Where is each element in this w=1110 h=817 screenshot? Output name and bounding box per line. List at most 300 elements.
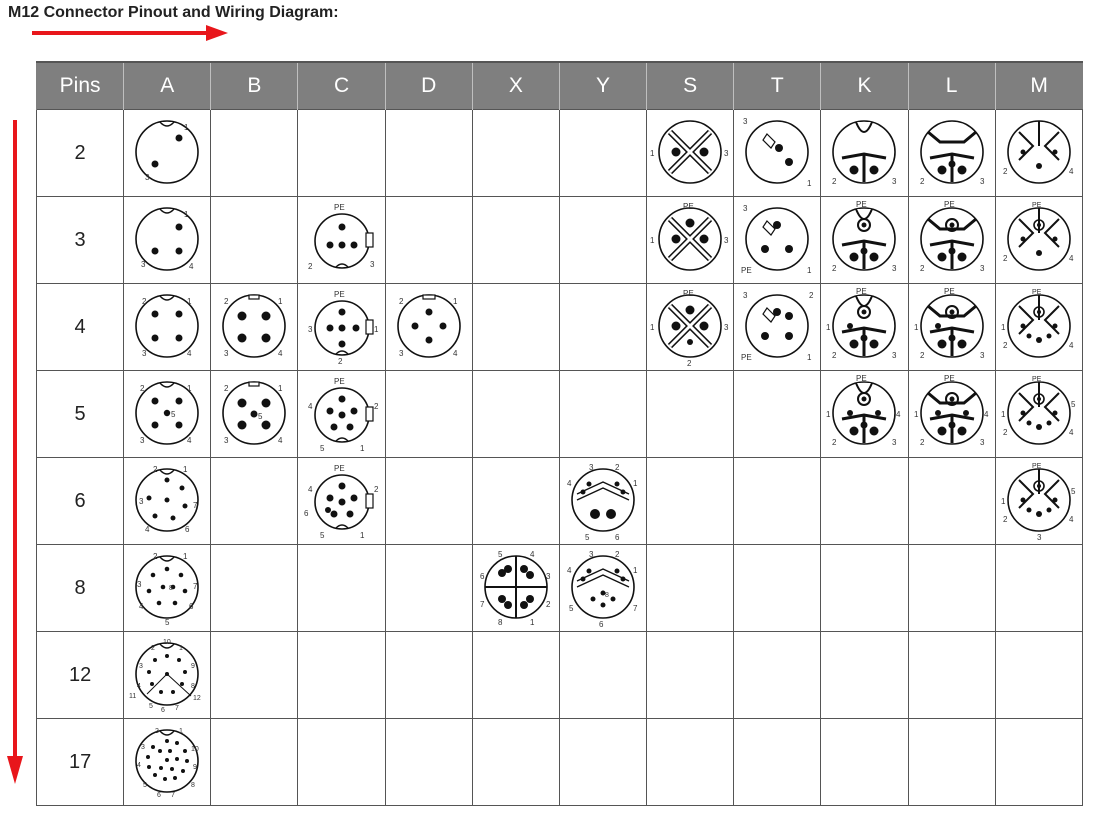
svg-text:PE: PE xyxy=(856,287,868,296)
pin-count-cell: 12 xyxy=(37,632,124,719)
connector-cell xyxy=(124,371,211,458)
svg-text:1: 1 xyxy=(633,479,638,488)
svg-text:5: 5 xyxy=(497,550,503,559)
svg-text:5: 5 xyxy=(1070,400,1076,409)
header-row xyxy=(37,62,1083,110)
svg-text:4: 4 xyxy=(187,349,192,358)
header-m: M xyxy=(995,62,1082,110)
svg-text:PE: PE xyxy=(683,202,694,211)
connector-s-3pin-diagram xyxy=(650,199,730,281)
connector-cell xyxy=(124,719,211,806)
svg-text:3: 3 xyxy=(145,173,150,182)
svg-text:5: 5 xyxy=(585,533,590,542)
connector-cell xyxy=(908,632,995,719)
svg-text:3: 3 xyxy=(545,572,551,581)
svg-text:PE: PE xyxy=(1031,289,1042,296)
svg-text:3: 3 xyxy=(724,323,729,332)
connector-k-2pin-diagram xyxy=(824,112,904,194)
connector-s-2pin-diagram xyxy=(650,112,730,194)
svg-text:4: 4 xyxy=(1068,167,1074,176)
svg-text:PE: PE xyxy=(856,374,868,383)
connector-k-4pin-diagram xyxy=(824,286,904,368)
svg-text:3: 3 xyxy=(224,436,229,445)
svg-text:12: 12 xyxy=(193,695,202,702)
svg-text:1: 1 xyxy=(826,323,831,332)
svg-text:3: 3 xyxy=(589,463,594,472)
connector-cell xyxy=(298,632,385,719)
connector-cell xyxy=(821,284,908,371)
svg-text:2: 2 xyxy=(615,463,620,472)
svg-text:2: 2 xyxy=(373,485,378,494)
connector-cell xyxy=(908,719,995,806)
connector-cell xyxy=(559,719,646,806)
connector-cell xyxy=(298,719,385,806)
header-s: S xyxy=(647,62,734,110)
svg-text:2: 2 xyxy=(337,357,342,366)
connector-a-3pin-diagram xyxy=(127,199,207,281)
connector-a-17pin-diagram xyxy=(127,721,207,803)
svg-text:2: 2 xyxy=(919,177,925,186)
svg-text:5: 5 xyxy=(143,782,148,789)
svg-text:1: 1 xyxy=(913,410,919,419)
connector-cell xyxy=(385,719,472,806)
svg-text:2: 2 xyxy=(151,645,156,652)
svg-text:3: 3 xyxy=(892,177,897,186)
connector-cell xyxy=(559,632,646,719)
svg-text:4: 4 xyxy=(1068,428,1074,437)
svg-text:2: 2 xyxy=(373,402,378,411)
table-row xyxy=(37,545,1083,632)
svg-text:4: 4 xyxy=(137,683,142,690)
connector-cell xyxy=(559,197,646,284)
svg-text:2: 2 xyxy=(224,297,229,306)
connector-cell xyxy=(298,458,385,545)
svg-text:3: 3 xyxy=(369,260,374,269)
connector-cell xyxy=(821,110,908,197)
connector-cell xyxy=(821,545,908,632)
connector-cell xyxy=(124,458,211,545)
connector-cell xyxy=(647,632,734,719)
svg-text:6: 6 xyxy=(157,792,162,799)
connector-cell xyxy=(124,110,211,197)
connector-cell xyxy=(734,110,821,197)
connector-cell xyxy=(385,458,472,545)
connector-cell xyxy=(472,284,559,371)
connector-cell xyxy=(298,197,385,284)
connector-cell xyxy=(995,545,1082,632)
svg-text:2: 2 xyxy=(153,465,158,474)
connector-cell xyxy=(298,545,385,632)
svg-text:6: 6 xyxy=(615,533,620,542)
svg-text:1: 1 xyxy=(278,297,283,306)
connector-cell xyxy=(472,632,559,719)
connector-a-4pin-diagram xyxy=(127,286,207,368)
connector-l-4pin-diagram xyxy=(912,286,992,368)
connector-cell xyxy=(385,371,472,458)
svg-text:5: 5 xyxy=(149,703,154,710)
svg-text:3: 3 xyxy=(979,351,985,360)
connector-m-2pin-diagram xyxy=(999,112,1079,194)
connector-t-3pin-diagram xyxy=(737,199,817,281)
svg-text:PE: PE xyxy=(1031,202,1042,209)
svg-text:PE: PE xyxy=(943,287,955,296)
connector-cell xyxy=(647,110,734,197)
connector-cell xyxy=(647,719,734,806)
svg-text:3: 3 xyxy=(142,349,147,358)
svg-text:1: 1 xyxy=(650,149,655,158)
svg-text:3: 3 xyxy=(1036,533,1042,542)
svg-text:1: 1 xyxy=(278,384,283,393)
pin-count-cell: 2 xyxy=(37,110,124,197)
header-l: L xyxy=(908,62,995,110)
connector-cell xyxy=(995,110,1082,197)
svg-text:8: 8 xyxy=(191,782,196,789)
page-title: M12 Connector Pinout and Wiring Diagram: xyxy=(8,4,339,21)
connector-cell xyxy=(385,197,472,284)
connector-s-4pin-diagram xyxy=(650,286,730,368)
connector-b-5pin-diagram xyxy=(214,373,294,455)
connector-cell xyxy=(734,632,821,719)
connector-cell xyxy=(559,284,646,371)
svg-text:7: 7 xyxy=(479,600,485,609)
connector-cell xyxy=(472,545,559,632)
connector-cell xyxy=(211,197,298,284)
connector-cell xyxy=(995,371,1082,458)
svg-text:5: 5 xyxy=(165,618,170,627)
table-row xyxy=(37,458,1083,545)
svg-text:5: 5 xyxy=(319,531,324,540)
connector-cell xyxy=(821,458,908,545)
svg-text:2: 2 xyxy=(919,264,925,273)
svg-text:3: 3 xyxy=(892,438,897,447)
connector-l-5pin-diagram xyxy=(912,373,992,455)
connector-m-6pin-diagram xyxy=(999,460,1079,542)
svg-text:2: 2 xyxy=(153,552,158,561)
svg-text:PE: PE xyxy=(856,200,868,209)
svg-text:9: 9 xyxy=(193,764,198,771)
connector-y-6pin-diagram xyxy=(563,460,643,542)
header-t: T xyxy=(734,62,821,110)
svg-text:6: 6 xyxy=(479,572,485,581)
connector-cell xyxy=(211,545,298,632)
svg-text:1: 1 xyxy=(633,566,638,575)
connector-t-4pin-diagram xyxy=(737,286,817,368)
svg-text:1: 1 xyxy=(359,531,364,540)
connector-cell xyxy=(995,197,1082,284)
svg-text:1: 1 xyxy=(807,353,812,362)
svg-text:1: 1 xyxy=(183,552,188,561)
svg-text:4: 4 xyxy=(567,479,572,488)
connector-k-5pin-diagram xyxy=(824,373,904,455)
svg-text:3: 3 xyxy=(307,325,312,334)
connector-a-6pin-diagram xyxy=(127,460,207,542)
connector-cell xyxy=(559,545,646,632)
svg-text:1: 1 xyxy=(807,179,812,188)
svg-text:3: 3 xyxy=(724,149,729,158)
header-d: D xyxy=(385,62,472,110)
svg-text:2: 2 xyxy=(1002,428,1008,437)
connector-cell xyxy=(734,197,821,284)
svg-text:4: 4 xyxy=(139,602,144,611)
connector-b-4pin-diagram xyxy=(214,286,294,368)
svg-text:4: 4 xyxy=(187,436,192,445)
svg-text:6: 6 xyxy=(185,525,190,534)
svg-text:3: 3 xyxy=(979,264,985,273)
svg-text:4: 4 xyxy=(896,410,901,419)
svg-text:2: 2 xyxy=(809,291,814,300)
connector-cell xyxy=(124,197,211,284)
connector-m-3pin-diagram xyxy=(999,199,1079,281)
connector-cell xyxy=(385,110,472,197)
header-a: A xyxy=(124,62,211,110)
connector-c-6pin-diagram xyxy=(302,460,382,542)
connector-cell xyxy=(385,545,472,632)
svg-text:10: 10 xyxy=(191,746,200,753)
table-row xyxy=(37,284,1083,371)
connector-cell xyxy=(472,371,559,458)
svg-text:4: 4 xyxy=(1068,515,1074,524)
connector-cell xyxy=(124,545,211,632)
svg-text:2: 2 xyxy=(140,384,145,393)
svg-text:11: 11 xyxy=(129,693,137,700)
connector-a-2pin-diagram xyxy=(127,112,207,194)
svg-text:3: 3 xyxy=(743,291,748,300)
svg-text:1: 1 xyxy=(826,410,831,419)
pin-count-cell: 17 xyxy=(37,719,124,806)
svg-text:1: 1 xyxy=(184,210,189,219)
connector-cell xyxy=(472,110,559,197)
svg-text:4: 4 xyxy=(1068,254,1074,263)
svg-text:2: 2 xyxy=(832,351,837,360)
svg-text:2: 2 xyxy=(398,297,404,306)
pinout-table xyxy=(36,61,1083,807)
table-row xyxy=(37,371,1083,458)
svg-text:1: 1 xyxy=(807,266,812,275)
pin-count-cell: 3 xyxy=(37,197,124,284)
connector-cell xyxy=(211,284,298,371)
table-row xyxy=(37,719,1083,806)
connector-cell xyxy=(647,284,734,371)
connector-m-5pin-diagram xyxy=(999,373,1079,455)
svg-text:1: 1 xyxy=(373,325,378,334)
svg-text:1: 1 xyxy=(452,297,458,306)
svg-text:4: 4 xyxy=(137,762,142,769)
connector-l-2pin-diagram xyxy=(912,112,992,194)
svg-text:PE: PE xyxy=(943,200,955,209)
connector-m-4pin-diagram xyxy=(999,286,1079,368)
connector-l-3pin-diagram xyxy=(912,199,992,281)
svg-text:1: 1 xyxy=(187,297,192,306)
connector-cell xyxy=(908,458,995,545)
header-x: X xyxy=(472,62,559,110)
svg-text:5: 5 xyxy=(1070,487,1076,496)
svg-text:2: 2 xyxy=(155,728,160,735)
connector-cell xyxy=(559,458,646,545)
svg-text:5: 5 xyxy=(171,410,176,419)
svg-text:PE: PE xyxy=(683,289,694,298)
svg-text:PE: PE xyxy=(943,374,955,383)
svg-text:3: 3 xyxy=(743,204,748,213)
svg-text:1: 1 xyxy=(1000,410,1006,419)
svg-text:1: 1 xyxy=(1000,497,1006,506)
pin-count-cell: 5 xyxy=(37,371,124,458)
svg-text:1: 1 xyxy=(650,236,655,245)
header-k: K xyxy=(821,62,908,110)
svg-text:1: 1 xyxy=(359,444,364,453)
svg-text:3: 3 xyxy=(224,349,229,358)
svg-text:3: 3 xyxy=(979,177,985,186)
connector-d-4pin-diagram xyxy=(389,286,469,368)
svg-text:8: 8 xyxy=(497,618,503,627)
connector-cell xyxy=(995,458,1082,545)
svg-text:1: 1 xyxy=(179,645,184,652)
connector-cell xyxy=(298,284,385,371)
svg-text:2: 2 xyxy=(1002,341,1008,350)
connector-cell xyxy=(472,197,559,284)
header-c: C xyxy=(298,62,385,110)
svg-text:7: 7 xyxy=(193,501,198,510)
connector-cell xyxy=(821,197,908,284)
connector-c-5pin-diagram xyxy=(302,373,382,455)
svg-text:4: 4 xyxy=(307,485,312,494)
svg-text:4: 4 xyxy=(567,566,572,575)
svg-text:2: 2 xyxy=(832,177,837,186)
svg-text:3: 3 xyxy=(743,117,748,126)
svg-text:3: 3 xyxy=(892,264,897,273)
svg-text:2: 2 xyxy=(832,438,837,447)
connector-cell xyxy=(211,371,298,458)
svg-text:9: 9 xyxy=(191,663,196,670)
connector-t-2pin-diagram xyxy=(737,112,817,194)
svg-text:4: 4 xyxy=(1068,341,1074,350)
svg-text:4: 4 xyxy=(278,349,283,358)
connector-cell xyxy=(647,197,734,284)
connector-cell xyxy=(734,371,821,458)
connector-cell xyxy=(647,545,734,632)
svg-text:1: 1 xyxy=(184,123,189,132)
connector-cell xyxy=(734,545,821,632)
connector-cell xyxy=(908,110,995,197)
connector-a-12pin-diagram xyxy=(127,634,207,716)
svg-text:3: 3 xyxy=(141,744,146,751)
connector-cell xyxy=(647,371,734,458)
svg-text:3: 3 xyxy=(140,436,145,445)
connector-cell xyxy=(385,284,472,371)
svg-text:4: 4 xyxy=(145,525,150,534)
svg-text:3: 3 xyxy=(892,351,897,360)
svg-text:3: 3 xyxy=(589,550,594,559)
vertical-arrow-icon xyxy=(4,118,26,788)
connector-cell xyxy=(995,284,1082,371)
svg-text:2: 2 xyxy=(687,359,692,368)
connector-a-8pin-diagram xyxy=(127,547,207,629)
connector-cell xyxy=(211,110,298,197)
header-pins: Pins xyxy=(37,62,124,110)
connector-x-8pin-diagram xyxy=(476,547,556,629)
svg-text:4: 4 xyxy=(983,410,989,419)
connector-cell xyxy=(908,284,995,371)
connector-y-8pin-diagram xyxy=(563,547,643,629)
header-y: Y xyxy=(559,62,646,110)
svg-text:2: 2 xyxy=(919,438,925,447)
connector-cell xyxy=(734,284,821,371)
connector-cell xyxy=(995,719,1082,806)
svg-text:6: 6 xyxy=(599,620,604,629)
svg-text:PE: PE xyxy=(333,290,345,299)
svg-text:2: 2 xyxy=(224,384,229,393)
svg-text:PE: PE xyxy=(741,266,752,275)
connector-cell xyxy=(821,371,908,458)
connector-cell xyxy=(995,632,1082,719)
connector-cell xyxy=(908,371,995,458)
connector-k-3pin-diagram xyxy=(824,199,904,281)
svg-text:PE: PE xyxy=(1031,463,1042,470)
svg-text:2: 2 xyxy=(545,600,551,609)
svg-text:4: 4 xyxy=(307,402,312,411)
svg-text:3: 3 xyxy=(724,236,729,245)
connector-cell xyxy=(211,719,298,806)
connector-c-4pin-diagram xyxy=(302,286,382,368)
connector-cell xyxy=(559,371,646,458)
svg-text:2: 2 xyxy=(832,264,837,273)
svg-text:PE: PE xyxy=(1031,376,1042,383)
svg-text:2: 2 xyxy=(142,297,147,306)
svg-text:2: 2 xyxy=(1002,167,1008,176)
horizontal-arrow-icon xyxy=(30,22,230,44)
svg-text:5: 5 xyxy=(258,412,263,421)
svg-text:3: 3 xyxy=(979,438,985,447)
svg-text:3: 3 xyxy=(141,260,146,269)
svg-text:3: 3 xyxy=(139,663,144,670)
connector-cell xyxy=(734,719,821,806)
svg-text:5: 5 xyxy=(319,444,324,453)
svg-text:6: 6 xyxy=(161,707,166,714)
svg-text:2: 2 xyxy=(1002,515,1008,524)
svg-text:1: 1 xyxy=(650,323,655,332)
svg-text:1: 1 xyxy=(179,728,184,735)
connector-cell xyxy=(559,110,646,197)
svg-text:10: 10 xyxy=(163,639,172,646)
svg-text:2: 2 xyxy=(1002,254,1008,263)
connector-cell xyxy=(647,458,734,545)
pin-count-cell: 4 xyxy=(37,284,124,371)
table-row xyxy=(37,110,1083,197)
svg-text:2: 2 xyxy=(307,262,312,271)
svg-text:8: 8 xyxy=(169,585,174,592)
svg-text:7: 7 xyxy=(633,604,638,613)
svg-text:3: 3 xyxy=(137,580,142,589)
connector-cell xyxy=(298,371,385,458)
table-row xyxy=(37,197,1083,284)
svg-text:3: 3 xyxy=(139,497,144,506)
connector-c-3pin-diagram xyxy=(302,199,382,281)
svg-text:6: 6 xyxy=(189,602,194,611)
connector-cell xyxy=(472,458,559,545)
svg-text:PE: PE xyxy=(333,464,345,473)
connector-cell xyxy=(211,632,298,719)
svg-text:4: 4 xyxy=(452,349,458,358)
pin-count-cell: 8 xyxy=(37,545,124,632)
svg-text:PE: PE xyxy=(333,203,345,212)
connector-cell xyxy=(298,110,385,197)
svg-text:PE: PE xyxy=(333,377,345,386)
svg-text:1: 1 xyxy=(187,384,192,393)
svg-text:7: 7 xyxy=(193,582,198,591)
svg-text:8: 8 xyxy=(191,683,196,690)
connector-cell xyxy=(821,719,908,806)
svg-text:1: 1 xyxy=(183,465,188,474)
svg-text:7: 7 xyxy=(175,705,180,712)
